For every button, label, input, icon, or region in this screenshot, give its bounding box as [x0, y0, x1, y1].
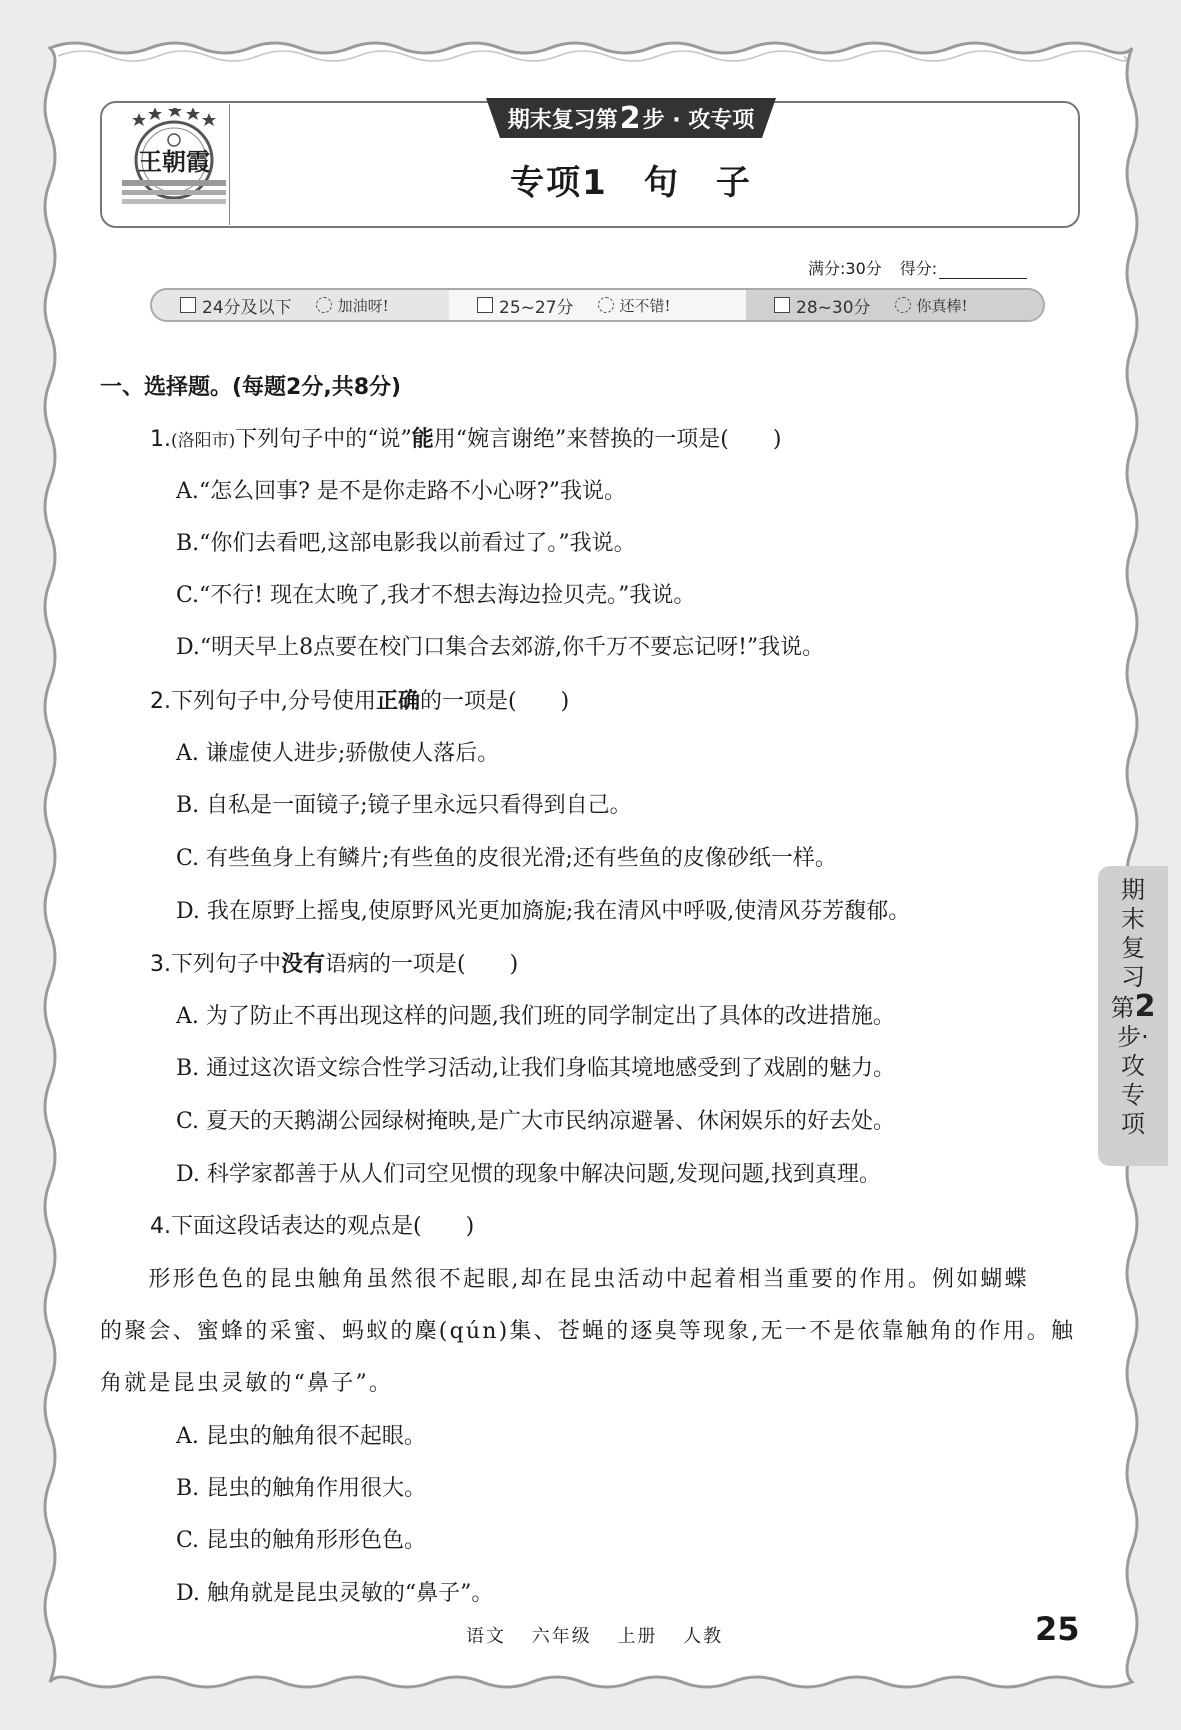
banner-post: 步 · 攻专项: [642, 107, 755, 133]
question-emphasis: 能: [411, 427, 434, 452]
option-b[interactable]: B.“你们去看吧,这部电影我以前看过了。”我说。: [176, 531, 636, 556]
rating-cheer: 还不错!: [619, 296, 671, 315]
step-banner-text: [486, 98, 776, 138]
question-number: 1.: [150, 427, 171, 452]
passage-line: 形形色色的昆虫触角虽然很不起眼,却在昆虫活动中起着相当重要的作用。例如蝴蝶: [100, 1267, 1029, 1292]
question-text: 下列句子中的“说”: [235, 427, 412, 452]
question-1: [150, 422, 781, 453]
side-tab-step-number: 2: [1134, 989, 1156, 1024]
banner-pre: 期末复习第: [507, 107, 618, 133]
question-text: 下面这段话表达的观点是( ): [171, 1214, 475, 1239]
question-number: 2.: [150, 689, 171, 714]
brand-logo: [118, 108, 230, 218]
option-a[interactable]: A. 谦虚使人进步;骄傲使人落后。: [176, 741, 500, 766]
page-number: 25: [1035, 1610, 1080, 1648]
option-b[interactable]: B. 昆虫的触角作用很大。: [176, 1476, 427, 1501]
option-c[interactable]: C. 有些鱼身上有鳞片;有些鱼的皮很光滑;还有些鱼的皮像砂纸一样。: [176, 846, 837, 871]
rating-checkbox[interactable]: [774, 297, 790, 313]
option-d[interactable]: D. 我在原野上摇曳,使原野风光更加旖旎;我在清风中呼吸,使清风芬芳馥郁。: [176, 899, 911, 924]
option-b[interactable]: B. 自私是一面镜子;镜子里永远只看得到自己。: [176, 793, 632, 818]
rating-range: 28~30分: [796, 297, 871, 318]
question-number: 3.: [150, 952, 171, 977]
question-2: [150, 684, 569, 715]
question-4: [150, 1209, 474, 1240]
section-title: 一、选择题。(每题2分,共8分): [100, 375, 402, 400]
logo-divider: [229, 104, 230, 225]
footer-book-info: 语文 六年级 上册 人教: [466, 1626, 724, 1647]
rating-cheer: 你真棒!: [916, 296, 968, 315]
smiley-icon: [895, 297, 911, 313]
option-a[interactable]: A.“怎么回事? 是不是你走路不小心呀?”我说。: [176, 479, 626, 504]
page-title: 专项1 句 子: [510, 163, 752, 203]
rating-range: 25~27分: [499, 297, 574, 318]
passage-line: 角就是昆虫灵敏的“鼻子”。: [100, 1371, 394, 1396]
full-score-label: 满分:30分: [808, 259, 882, 278]
rating-option-low[interactable]: [152, 290, 449, 320]
smiley-icon: [598, 297, 614, 313]
svg-text:王朝霞: 王朝霞: [138, 147, 210, 176]
banner-step-number: 2: [619, 100, 641, 136]
rating-cheer: 加油呀!: [337, 296, 389, 315]
question-3: [150, 947, 518, 978]
side-tab-label: [1110, 876, 1156, 1139]
option-a[interactable]: A. 为了防止不再出现这样的问题,我们班的同学制定出了具体的改进措施。: [176, 1004, 895, 1029]
question-source: (洛阳市): [171, 431, 236, 451]
option-d[interactable]: D.“明天早上8点要在校门口集合去郊游,你千万不要忘记呀!”我说。: [176, 635, 825, 660]
score-blank[interactable]: [939, 261, 1027, 279]
question-text: 用“婉言谢绝”来替换的一项是( ): [433, 427, 782, 452]
option-b[interactable]: B. 通过这次语文综合性学习活动,让我们身临其境地感受到了戏剧的魅力。: [176, 1056, 896, 1081]
option-a[interactable]: A. 昆虫的触角很不起眼。: [176, 1424, 426, 1449]
passage-line: 的聚会、蜜蜂的采蜜、蚂蚁的麇(qún)集、苍蝇的逐臭等现象,无一不是依靠触角的作用。触: [100, 1319, 1076, 1344]
got-score-label: 得分:: [899, 259, 938, 278]
option-c[interactable]: C. 昆虫的触角形形色色。: [176, 1528, 427, 1553]
question-text: 下列句子中,分号使用: [171, 689, 376, 714]
rating-option-high[interactable]: [746, 290, 1043, 320]
question-emphasis: 没有: [281, 952, 326, 977]
rating-range: 24分及以下: [202, 297, 292, 318]
option-c[interactable]: C.“不行! 现在太晚了,我才不想去海边捡贝壳。”我说。: [176, 583, 696, 608]
side-tab-pre: 期末复习第: [1110, 876, 1145, 1022]
rating-checkbox[interactable]: [180, 297, 196, 313]
option-c[interactable]: C. 夏天的天鹅湖公园绿树掩映,是广大市民纳凉避暑、休闲娱乐的好去处。: [176, 1109, 896, 1134]
question-text: 的一项是( ): [420, 689, 570, 714]
option-d[interactable]: D. 科学家都善于从人们司空见惯的现象中解决问题,发现问题,找到真理。: [176, 1162, 881, 1187]
side-tab-post: 步·攻专项: [1117, 1023, 1149, 1138]
question-emphasis: 正确: [376, 689, 421, 714]
option-d[interactable]: D. 触角就是昆虫灵敏的“鼻子”。: [176, 1581, 494, 1606]
question-text: 语病的一项是( ): [325, 952, 519, 977]
rating-checkbox[interactable]: [477, 297, 493, 313]
self-rating-bar: [150, 288, 1045, 322]
score-line: [808, 256, 1027, 279]
question-number: 4.: [150, 1214, 171, 1239]
rating-option-mid[interactable]: [449, 290, 746, 320]
question-text: 下列句子中: [171, 952, 282, 977]
smiley-icon: [316, 297, 332, 313]
